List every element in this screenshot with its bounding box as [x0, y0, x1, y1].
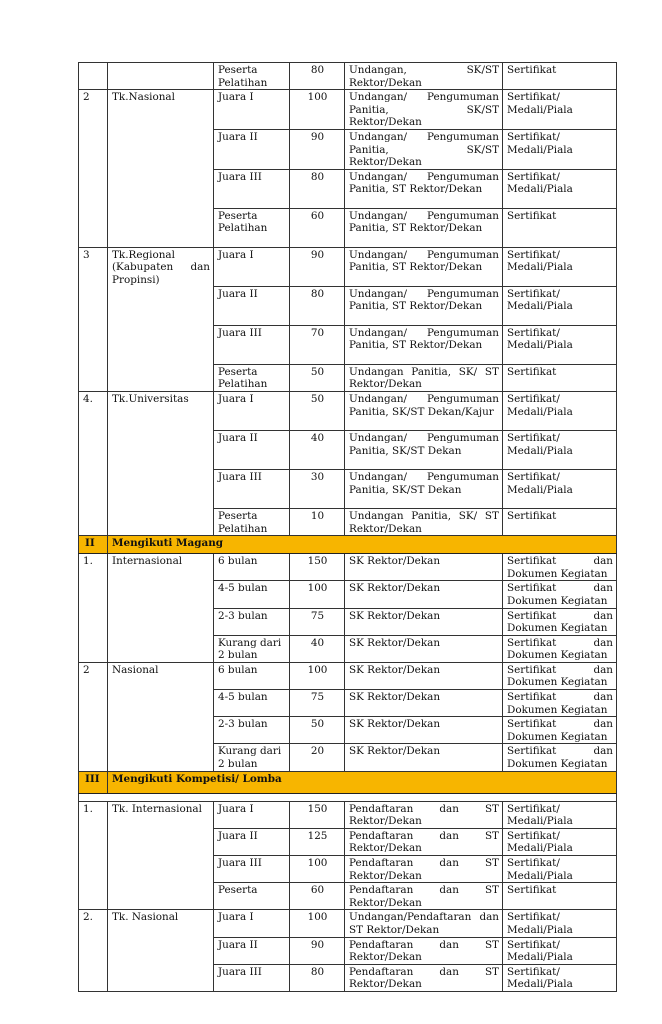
- evidence-cell: Pendaftaran dan ST Rektor/Dekan: [345, 801, 503, 828]
- row-number: 3: [79, 247, 108, 391]
- document-cell: Sertifikat/ Medali/Piala: [503, 325, 617, 364]
- points-cell: 80: [290, 964, 345, 991]
- achievement-cell: Kurang dari 2 bulan: [214, 635, 290, 662]
- achievement-cell: 6 bulan: [214, 662, 290, 689]
- evidence-cell: Undangan/ Pengumuman Panitia, ST Rektor/Dekan: [345, 169, 503, 208]
- table-body: [79, 63, 617, 992]
- evidence-cell: Pendaftaran dan ST Rektor/Dekan: [345, 856, 503, 883]
- document-cell: Sertifikat dan Dokumen Kegiatan: [503, 581, 617, 608]
- document-cell: Sertifikat/ Medali/Piala: [503, 828, 617, 855]
- document-cell: Sertifikat: [503, 208, 617, 247]
- achievement-cell: Peserta Pelatihan: [214, 63, 290, 90]
- row-number: 2: [79, 662, 108, 771]
- points-cell: 100: [290, 662, 345, 689]
- points-cell: 50: [290, 717, 345, 744]
- evidence-cell: Undangan/ Pengumuman Panitia, ST Rektor/Dekan: [345, 325, 503, 364]
- document-cell: Sertifikat/ Medali/Piala: [503, 937, 617, 964]
- points-cell: 100: [290, 910, 345, 937]
- points-cell: 80: [290, 286, 345, 325]
- achievement-cell: 4-5 bulan: [214, 581, 290, 608]
- document-cell: Sertifikat/ Medali/Piala: [503, 391, 617, 430]
- points-cell: 40: [290, 635, 345, 662]
- evidence-cell: Undangan/ Pengumuman Panitia, SK/ST Dekan: [345, 430, 503, 469]
- document-cell: Sertifikat dan Dokumen Kegiatan: [503, 744, 617, 771]
- level-cell: Tk. Nasional: [108, 910, 214, 992]
- document-cell: Sertifikat dan Dokumen Kegiatan: [503, 717, 617, 744]
- table-row: [79, 662, 617, 689]
- document-cell: Sertifikat dan Dokumen Kegiatan: [503, 554, 617, 581]
- evidence-cell: SK Rektor/Dekan: [345, 608, 503, 635]
- points-cell: 40: [290, 430, 345, 469]
- achievement-cell: 6 bulan: [214, 554, 290, 581]
- document-cell: Sertifikat/ Medali/Piala: [503, 856, 617, 883]
- evidence-cell: Undangan/ Pengumuman Panitia, SK/ST Rektor/Dekan: [345, 129, 503, 169]
- table-row: [79, 247, 617, 286]
- table-row: [79, 391, 617, 430]
- row-number: 1.: [79, 554, 108, 663]
- evidence-cell: Undangan, SK/ST Rektor/Dekan: [345, 63, 503, 90]
- evidence-cell: Undangan Panitia, SK/ ST Rektor/Dekan: [345, 508, 503, 535]
- evidence-cell: SK Rektor/Dekan: [345, 635, 503, 662]
- document-cell: Sertifikat/ Medali/Piala: [503, 964, 617, 991]
- achievement-cell: Peserta: [214, 883, 290, 910]
- row-number: 2: [79, 90, 108, 248]
- achievement-cell: Juara III: [214, 856, 290, 883]
- evidence-cell: Undangan/ Pengumuman Panitia, SK/ST Dekan/Kajur: [345, 391, 503, 430]
- document-cell: Sertifikat dan Dokumen Kegiatan: [503, 635, 617, 662]
- points-cell: 10: [290, 508, 345, 535]
- level-cell: Tk.Nasional: [108, 90, 214, 248]
- achievement-cell: Juara II: [214, 286, 290, 325]
- document-cell: Sertifikat dan Dokumen Kegiatan: [503, 662, 617, 689]
- table-row: [79, 801, 617, 828]
- spacer-row: [79, 793, 617, 801]
- document-cell: Sertifikat/ Medali/Piala: [503, 90, 617, 130]
- evidence-cell: Undangan/ Pengumuman Panitia, ST Rektor/Dekan: [345, 286, 503, 325]
- row-number: 4.: [79, 391, 108, 535]
- points-cell: 125: [290, 828, 345, 855]
- evidence-cell: Pendaftaran dan ST Rektor/Dekan: [345, 883, 503, 910]
- document-cell: Sertifikat/ Medali/Piala: [503, 469, 617, 508]
- achievement-cell: Juara I: [214, 247, 290, 286]
- level-cell: Nasional: [108, 662, 214, 771]
- level-cell: Tk.Regional (Kabupaten dan Propinsi): [108, 247, 214, 391]
- points-cell: 75: [290, 690, 345, 717]
- spacer-cell: [79, 793, 617, 801]
- points-cell: 100: [290, 856, 345, 883]
- evidence-cell: SK Rektor/Dekan: [345, 744, 503, 771]
- points-cell: 90: [290, 937, 345, 964]
- achievement-cell: Juara III: [214, 469, 290, 508]
- evidence-cell: Undangan/Pendaftaran dan ST Rektor/Dekan: [345, 910, 503, 937]
- evidence-cell: Undangan/ Pengumuman Panitia, SK/ST Rektor/Dekan: [345, 90, 503, 130]
- document-cell: Sertifikat/ Medali/Piala: [503, 430, 617, 469]
- evidence-cell: Undangan/ Pengumuman Panitia, SK/ST Dekan: [345, 469, 503, 508]
- document-cell: Sertifikat/ Medali/Piala: [503, 910, 617, 937]
- points-cell: 90: [290, 129, 345, 169]
- document-cell: Sertifikat: [503, 63, 617, 90]
- row-number: 2.: [79, 910, 108, 992]
- achievement-cell: Peserta Pelatihan: [214, 208, 290, 247]
- evidence-cell: SK Rektor/Dekan: [345, 717, 503, 744]
- table-row: [79, 63, 617, 90]
- section-number: III: [79, 771, 108, 793]
- evidence-cell: SK Rektor/Dekan: [345, 690, 503, 717]
- points-cell: 50: [290, 364, 345, 391]
- achievement-cell: 4-5 bulan: [214, 690, 290, 717]
- points-cell: 20: [290, 744, 345, 771]
- achievement-cell: Juara II: [214, 828, 290, 855]
- activity-points-table: [78, 62, 617, 992]
- section-header-row: [79, 771, 617, 793]
- document-cell: Sertifikat/ Medali/Piala: [503, 129, 617, 169]
- section-title: Mengikuti Magang: [108, 536, 617, 554]
- points-cell: 50: [290, 391, 345, 430]
- document-cell: Sertifikat: [503, 364, 617, 391]
- achievement-cell: Juara I: [214, 391, 290, 430]
- points-cell: 75: [290, 608, 345, 635]
- achievement-cell: 2-3 bulan: [214, 608, 290, 635]
- points-cell: 30: [290, 469, 345, 508]
- achievement-cell: Juara II: [214, 129, 290, 169]
- level-cell: Tk.Universitas: [108, 391, 214, 535]
- achievement-cell: Peserta Pelatihan: [214, 508, 290, 535]
- points-cell: 60: [290, 208, 345, 247]
- evidence-cell: Pendaftaran dan ST Rektor/Dekan: [345, 964, 503, 991]
- table-row: [79, 90, 617, 130]
- document-cell: Sertifikat/ Medali/Piala: [503, 169, 617, 208]
- points-cell: 70: [290, 325, 345, 364]
- points-cell: 80: [290, 63, 345, 90]
- document-cell: Sertifikat/ Medali/Piala: [503, 286, 617, 325]
- achievement-cell: 2-3 bulan: [214, 717, 290, 744]
- points-cell: 100: [290, 581, 345, 608]
- level-cell: Internasional: [108, 554, 214, 663]
- achievement-cell: Kurang dari 2 bulan: [214, 744, 290, 771]
- points-cell: 150: [290, 554, 345, 581]
- table-row: [79, 910, 617, 937]
- evidence-cell: Pendaftaran dan ST Rektor/Dekan: [345, 937, 503, 964]
- evidence-cell: SK Rektor/Dekan: [345, 554, 503, 581]
- document-cell: Sertifikat: [503, 883, 617, 910]
- evidence-cell: Undangan/ Pengumuman Panitia, ST Rektor/Dekan: [345, 247, 503, 286]
- achievement-cell: Juara III: [214, 169, 290, 208]
- achievement-cell: Juara III: [214, 325, 290, 364]
- document-cell: Sertifikat dan Dokumen Kegiatan: [503, 690, 617, 717]
- achievement-cell: Juara I: [214, 801, 290, 828]
- level-cell: [108, 63, 214, 90]
- achievement-cell: Peserta Pelatihan: [214, 364, 290, 391]
- section-title: Mengikuti Kompetisi/ Lomba: [108, 771, 617, 793]
- points-cell: 80: [290, 169, 345, 208]
- points-cell: 150: [290, 801, 345, 828]
- achievement-cell: Juara I: [214, 910, 290, 937]
- points-cell: 90: [290, 247, 345, 286]
- evidence-cell: Undangan Panitia, SK/ ST Rektor/Dekan: [345, 364, 503, 391]
- section-number: II: [79, 536, 108, 554]
- achievement-cell: Juara II: [214, 430, 290, 469]
- points-cell: 100: [290, 90, 345, 130]
- document-cell: Sertifikat dan Dokumen Kegiatan: [503, 608, 617, 635]
- achievement-cell: Juara I: [214, 90, 290, 130]
- table-row: [79, 554, 617, 581]
- document-cell: Sertifikat/ Medali/Piala: [503, 801, 617, 828]
- row-number: [79, 63, 108, 90]
- achievement-cell: Juara III: [214, 964, 290, 991]
- evidence-cell: SK Rektor/Dekan: [345, 581, 503, 608]
- achievement-cell: Juara II: [214, 937, 290, 964]
- document-cell: Sertifikat: [503, 508, 617, 535]
- document-cell: Sertifikat/ Medali/Piala: [503, 247, 617, 286]
- points-cell: 60: [290, 883, 345, 910]
- row-number: 1.: [79, 801, 108, 910]
- evidence-cell: Undangan/ Pengumuman Panitia, ST Rektor/Dekan: [345, 208, 503, 247]
- evidence-cell: SK Rektor/Dekan: [345, 662, 503, 689]
- evidence-cell: Pendaftaran dan ST Rektor/Dekan: [345, 828, 503, 855]
- section-header-row: [79, 536, 617, 554]
- level-cell: Tk. Internasional: [108, 801, 214, 910]
